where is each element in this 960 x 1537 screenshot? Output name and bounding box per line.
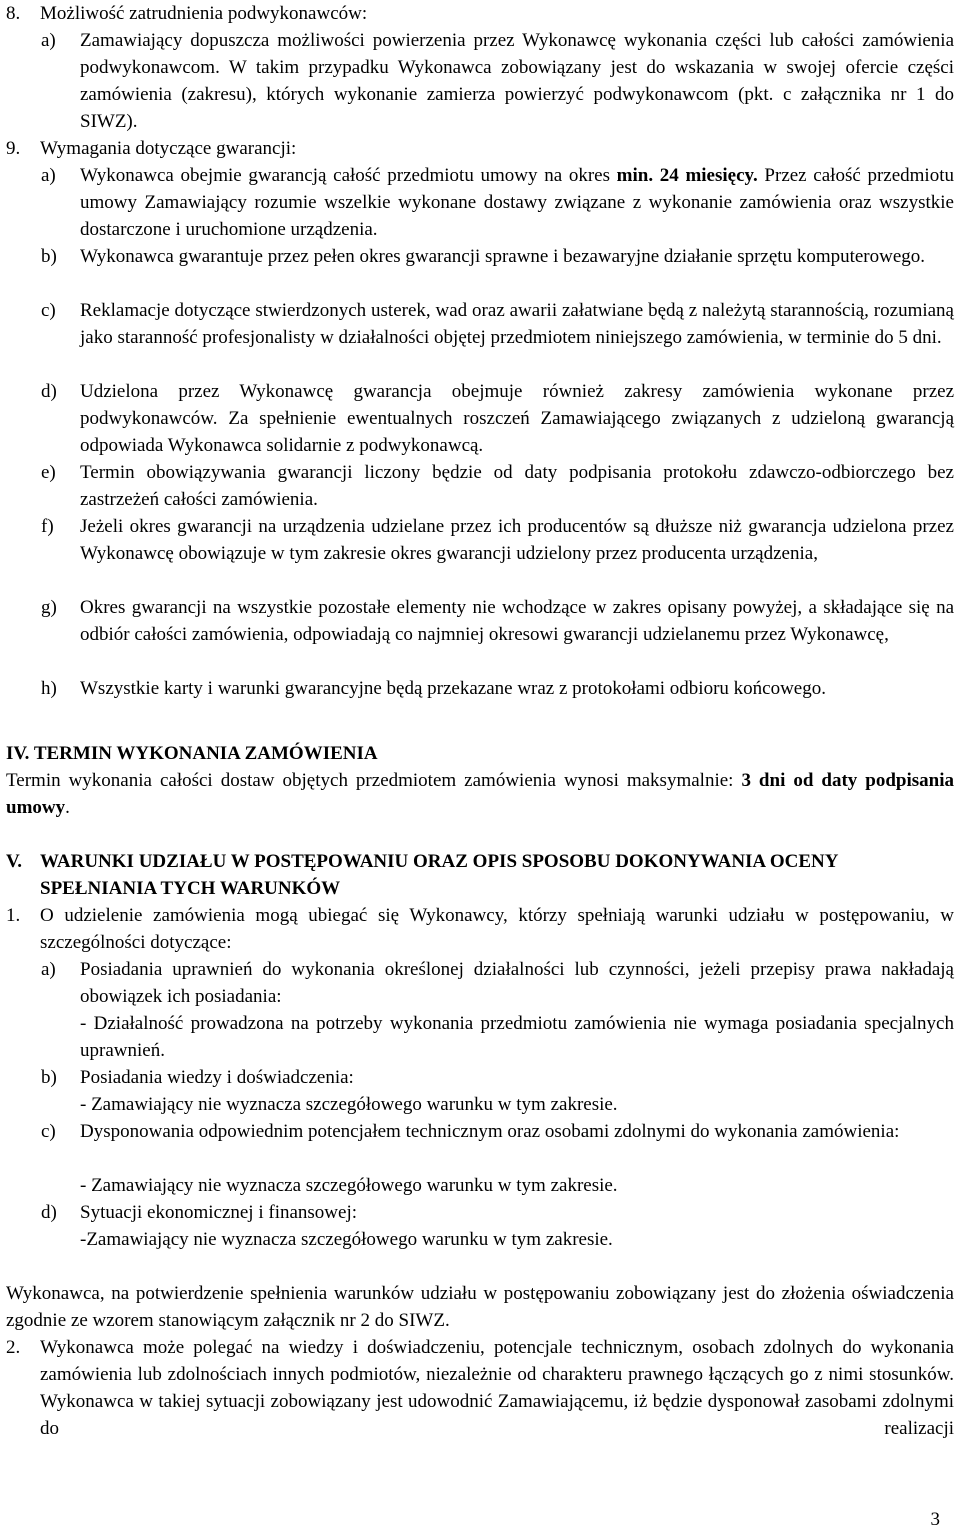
- section-v-d-letter: d): [41, 1202, 57, 1223]
- item-8a-letter: a): [41, 30, 56, 51]
- section-iv-heading: IV. TERMIN WYKONANIA ZAMÓWIENIA: [6, 743, 378, 764]
- item-9b-text: Wykonawca gwarantuje przez pełen okres gwarancji sprawne i bezawaryjne działanie sprzętu komputerowego.: [80, 246, 926, 267]
- section-iv-paragraph: [6, 767, 954, 821]
- item-9c-text: Reklamacje dotyczące stwierdzonych usterek, wad oraz awarii załatwiane będą z należytą starannością, rozumianą jako staranność profesjonalisty w działalności objętej przedmiotem niniejszego zamówienia, w terminie do 5 dni.: [80, 300, 954, 348]
- section-v-point-2-number: 2.: [6, 1337, 21, 1358]
- item-9d-text: Udzielona przez Wykonawcę gwarancja obejmuje również zakresy zamówienia wykonane przez podwykonawców. Za spełnienie ewentualnych roszczeń Zamawiającego związanych z udzieloną gwarancją odpowiada Wykonawca solidarnie z podwykonawcą.: [80, 381, 954, 456]
- section-v-number: V.: [6, 851, 23, 872]
- section-v-heading: WARUNKI UDZIAŁU W POSTĘPOWANIU ORAZ OPIS SPOSOBU DOKONYWANIA OCENY SPEŁNIANIA TYCH WARUNKÓW: [40, 851, 838, 899]
- section-v-a-text: Posiadania uprawnień do wykonania określonej działalności lub czynności, jeżeli przepisy prawa nakładają obowiązek ich posiadania:: [80, 959, 954, 1007]
- item-9h-letter: h): [41, 678, 57, 699]
- page-number: 3: [930, 1509, 940, 1530]
- section-v-a-letter: a): [41, 959, 56, 980]
- section-v-point-2-text: Wykonawca może polegać na wiedzy i doświadczeniu, potencjale technicznym, osobach zdolnych do wykonania zamówienia lub zdolnościach innych podmiotów, niezależnie od charakteru prawnego łączących go z nimi stosunków. Wykonawca w takiej sytuacji zobowiązany jest udowodnić Zamawiającemu, iż będzie dysponował zasobami zdolnymi do realizacji: [40, 1337, 954, 1439]
- section-v-closing-paragraph: Wykonawca, na potwierdzenie spełnienia warunków udziału w postępowaniu zobowiązany jest do złożenia oświadczenia zgodnie ze wzorem stanowiącym załącznik nr 2 do SIWZ.: [6, 1283, 954, 1331]
- item-9a-text-2: Przez całość przedmiotu umowy Zamawiający rozumie wszelkie wykonane dostawy związane z wykonanie zamówienia oraz wszystkie dostarczone i uruchomione urządzenia.: [80, 165, 954, 240]
- section-v-d-text: Sytuacji ekonomicznej i finansowej:: [80, 1202, 358, 1223]
- item-9e-letter: e): [41, 462, 56, 483]
- section-v-c-sub: - Zamawiający nie wyznacza szczegółowego warunku w tym zakresie.: [80, 1175, 618, 1196]
- section-iv-text-1: Termin wykonania całości dostaw objętych przedmiotem zamówienia wynosi maksymalnie:: [6, 770, 742, 791]
- item-9c-letter: c): [41, 300, 56, 321]
- section-v-point-1-number: 1.: [6, 905, 21, 926]
- item-9a-text-1: Wykonawca obejmie gwarancją całość przedmiotu umowy na okres: [80, 165, 617, 186]
- item-8-heading: Możliwość zatrudnienia podwykonawców:: [40, 3, 368, 24]
- item-9a-warranty-period: min. 24 miesięcy.: [616, 165, 758, 186]
- section-v-c-text: Dysponowania odpowiednim potencjałem technicznym oraz osobami zdolnymi do wykonania zamówienia:: [80, 1121, 900, 1142]
- item-9d-letter: d): [41, 381, 57, 402]
- item-9a-letter: a): [41, 165, 56, 186]
- section-v-b-sub: - Zamawiający nie wyznacza szczegółowego warunku w tym zakresie.: [80, 1094, 618, 1115]
- item-9g-text: Okres gwarancji na wszystkie pozostałe elementy nie wchodzące w zakres opisany powyżej, a składające się na odbiór całości zamówienia, odpowiadają co najmniej okresowi gwarancji udzielanemu przez Wykonawcę,: [80, 597, 954, 645]
- item-8a-text: Zamawiający dopuszcza możliwości powierzenia przez Wykonawcę wykonania części lub całości zamówienia podwykonawcom. W takim przypadku Wykonawca zobowiązany jest do wskazania w swojej ofercie części zamówienia (zakresu), których wykonanie zamierza powierzyć podwykonawcom (pkt. c załącznika nr 1 do SIWZ).: [80, 30, 954, 132]
- item-9-number: 9.: [6, 138, 21, 159]
- item-8-number: 8.: [6, 3, 21, 24]
- item-9f-letter: f): [41, 516, 54, 537]
- section-v-c-letter: c): [41, 1121, 56, 1142]
- section-v-b-letter: b): [41, 1067, 57, 1088]
- section-iv-deadline: 3 dni od daty podpisania umowy: [6, 770, 955, 818]
- item-9h-text: Wszystkie karty i warunki gwarancyjne będą przekazane wraz z protokołami odbioru końcowego.: [80, 678, 826, 699]
- item-9-heading: Wymagania dotyczące gwarancji:: [40, 138, 297, 159]
- item-9g-letter: g): [41, 597, 57, 618]
- item-9f-text: Jeżeli okres gwarancji na urządzenia udzielane przez ich producentów są dłuższe niż gwarancja udzielona przez Wykonawcę obowiązuje w tym zakresie okres gwarancji udzielony przez producenta urządzenia,: [80, 516, 954, 564]
- item-9a-paragraph: [80, 162, 954, 243]
- section-v-a-sub: - Działalność prowadzona na potrzeby wykonania przedmiotu zamówienia nie wymaga posiadania specjalnych uprawnień.: [80, 1013, 954, 1061]
- item-9b-letter: b): [41, 246, 57, 267]
- section-v-b-text: Posiadania wiedzy i doświadczenia:: [80, 1067, 354, 1088]
- section-v-point-1-text: O udzielenie zamówienia mogą ubiegać się Wykonawcy, którzy spełniają warunki udziału w postępowaniu, w szczególności dotyczące:: [40, 905, 954, 953]
- section-iv-text-2: .: [65, 797, 70, 818]
- section-v-d-sub: -Zamawiający nie wyznacza szczegółowego warunku w tym zakresie.: [80, 1229, 613, 1250]
- item-9e-text: Termin obowiązywania gwarancji liczony będzie od daty podpisania protokołu zdawczo-odbiorczego bez zastrzeżeń całości zamówienia.: [80, 462, 954, 510]
